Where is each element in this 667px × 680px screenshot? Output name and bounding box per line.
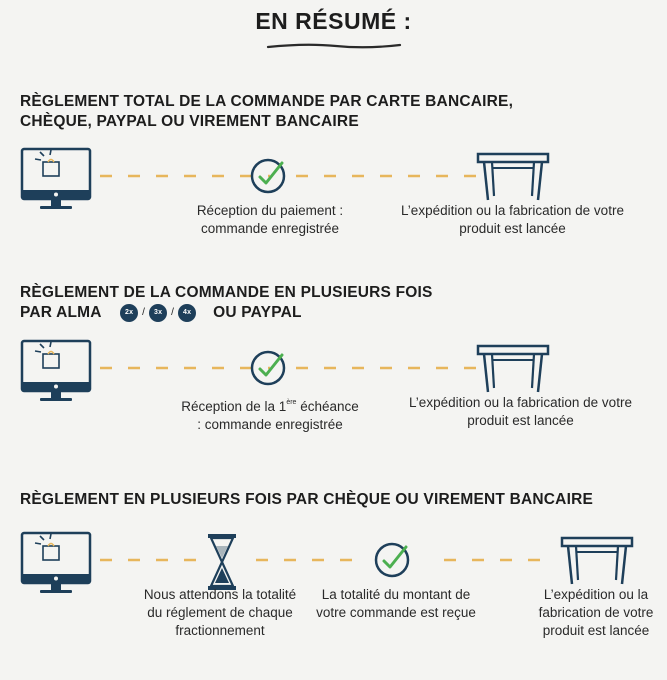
step-full-amount-received: La totalité du montant de votre commande est reçue [316, 587, 476, 620]
step-shipping-launched: L’expédition ou la fabrication de votre produit est lancée [409, 395, 632, 428]
title-underline [266, 42, 402, 50]
section-1-heading [20, 92, 660, 132]
step-first-installment-received: Réception de la 1ère échéance : commande enregistrée [181, 399, 359, 432]
step-payment-received: Réception du paiement : commande enregistrée [196, 203, 344, 236]
table-icon [560, 534, 634, 588]
alma-3x-badge: 3x [149, 304, 167, 322]
section-2-heading-line-1: RÈGLEMENT DE LA COMMANDE EN PLUSIEURS FOIS [20, 284, 433, 301]
section-3-heading: RÈGLEMENT EN PLUSIEURS FOIS PAR CHÈQUE OU VIREMENT BANCAIRE [20, 491, 594, 508]
monitor-icon [20, 338, 92, 408]
step-shipping-launched: L’expédition ou la fabrication de votre produit est lancée [538, 587, 654, 638]
section-1-heading-line-2: CHÈQUE, PAYPAL OU VIREMENT BANCAIRE [20, 113, 359, 130]
dashed-connector [296, 173, 476, 179]
hourglass-icon [202, 532, 242, 592]
check-icon [374, 540, 414, 580]
dashed-connector [100, 173, 270, 179]
dashed-connector [100, 365, 270, 371]
alma-2x-badge: 2x [120, 304, 138, 322]
monitor-icon [20, 146, 92, 216]
dashed-connector [256, 557, 366, 563]
dashed-connector [296, 365, 476, 371]
check-icon [250, 156, 290, 196]
table-icon [476, 150, 550, 204]
step-waiting-full-payment: Nous attendons la totalité du réglement de chaque fractionnement [143, 587, 297, 638]
dashed-connector [444, 557, 554, 563]
dashed-connector [100, 557, 200, 563]
section-2-heading [20, 283, 660, 323]
step-shipping-launched: L’expédition ou la fabrication de votre produit est lancée [401, 203, 624, 236]
monitor-icon [20, 530, 92, 600]
table-icon [476, 342, 550, 396]
check-icon [250, 348, 290, 388]
page-title: EN RÉSUMÉ : [255, 8, 412, 34]
alma-4x-badge: 4x [178, 304, 196, 322]
section-1-heading-line-1: RÈGLEMENT TOTAL DE LA COMMANDE PAR CARTE BANCAIRE, [20, 93, 514, 110]
section-2-heading-line-2: PAR ALMA 2x / 3x / 4x OU PAYPAL [20, 304, 302, 322]
